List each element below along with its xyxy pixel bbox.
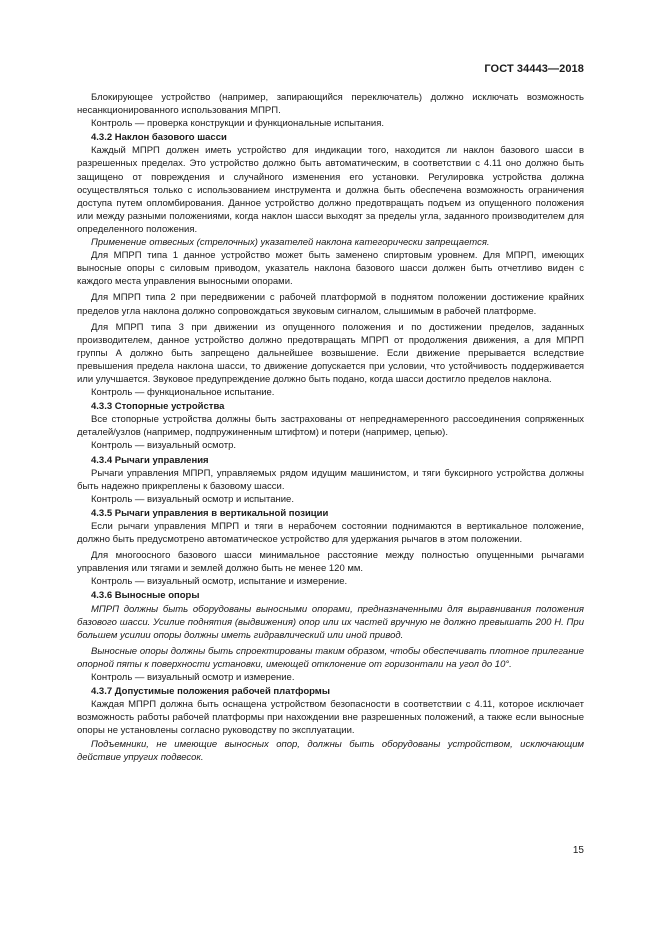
document-body xyxy=(77,91,584,764)
paragraph: Для МПРП типа 1 данное устройство может быть заменено спиртовым уровнем. Для МПРП, имеющих выносные опоры с силовым приводом, указатель наклона базового шасси должен быть отчетливо виден с каждого места управления выносными опорами. xyxy=(77,250,584,288)
document-code: ГОСТ 34443—2018 xyxy=(484,63,584,75)
page-number: 15 xyxy=(572,845,584,856)
paragraph: Контроль — визуальный осмотр. xyxy=(91,440,237,452)
paragraph: Рычаги управления МПРП, управляемых рядом идущим машинистом, и тяги буксирного устройства должны быть надежно прикреплены к базовому шасси. xyxy=(77,467,584,492)
paragraph: Для МПРП типа 3 при движении из опущенного положения и по достижении пределов, заданных производителем, данное устройство должно предотвращать МПРП от продолжения движения, а для МПРП группы А должно быть запрещено дальнейшее возвышение. Если движение прерывается вследствие превышения предела наклона шасси, то движение допускается при условии, что устойчивость поддерживается или улучшается. Звуковое предупреждение должно быть подано, когда шасси достигло пределов наклона. xyxy=(77,321,584,385)
paragraph: Блокирующее устройство (например, запирающийся переключатель) должно исключать возможность несанкционированного использования МПРП. xyxy=(77,92,584,117)
paragraph: Все стопорные устройства должны быть застрахованы от непреднамеренного рассоединения сопряженных деталей/узлов (например, подпружиненным штифтом) и потери (например, цепью). xyxy=(77,414,584,439)
paragraph: Применение отвесных (стрелочных) указателей наклона категорически запрещается. xyxy=(91,237,490,249)
section-heading: 4.3.4 Рычаги управления xyxy=(91,454,209,466)
paragraph: Подъемники, не имеющие выносных опор, должны быть оборудованы устройством, исключающим действие упругих подвесок. xyxy=(77,738,584,763)
paragraph: Каждый МПРП должен иметь устройство для индикации того, находится ли наклон базового шасси в разрешенных пределах. Это устройство должно быть автоматическим, в соответствии с 4.11 оно должно быть защищено от повреждения и случайного изменения его установки. Регулировка устройства должна осуществляться только с использованием инструмента и должна быть обеспечена возможность ограничения доступа путем опломбирования. Данное устройство должно предотвращать подъем из опущенного положения или между разными положениями, когда наклон шасси выходят за пределы угла, заданного производителем для определенного положения. xyxy=(77,145,584,235)
paragraph: Контроль — визуальный осмотр и измерение. xyxy=(91,672,295,684)
section-heading: 4.3.5 Рычаги управления в вертикальной позиции xyxy=(91,507,329,519)
paragraph: МПРП должны быть оборудованы выносными опорами, предназначенными для выравнивания положения базового шасси. Усилие поднятия (выдвижения) опор или их частей вручную не должно превышать 200 Н. При большем усилии опоры должны иметь гидравлический или иной привод. xyxy=(77,603,584,641)
section-heading: 4.3.2 Наклон базового шасси xyxy=(91,132,227,144)
paragraph: Контроль — визуальный осмотр, испытание и измерение. xyxy=(91,576,348,588)
section-heading: 4.3.7 Допустимые положения рабочей платформы xyxy=(91,686,330,698)
paragraph: Контроль — функциональное испытание. xyxy=(91,387,275,399)
paragraph: Контроль — проверка конструкции и функциональные испытания. xyxy=(91,118,384,130)
paragraph: Для многоосного базового шасси минимальное расстояние между полностью опущенными рычагами управления или тягами и землей должно быть не менее 120 мм. xyxy=(77,550,584,575)
paragraph: Выносные опоры должны быть спроектированы таким образом, чтобы обеспечивать плотное прилегание опорной пяты к поверхности установки, имеющей отклонение от горизонтали на угол до 10°. xyxy=(77,645,584,670)
paragraph: Если рычаги управления МПРП и тяги в нерабочем состоянии поднимаются в вертикальное положение, должно быть предусмотрено автоматическое устройство для удержания рычагов в этом положении. xyxy=(77,521,584,546)
paragraph: Для МПРП типа 2 при передвижении с рабочей платформой в поднятом положении достижение крайних пределов угла наклона должно сопровождаться звуковым сигналом, слышимым в рабочей платформе. xyxy=(77,292,584,317)
section-heading: 4.3.3 Стопорные устройства xyxy=(91,401,225,413)
paragraph: Контроль — визуальный осмотр и испытание. xyxy=(91,493,294,505)
section-heading: 4.3.6 Выносные опоры xyxy=(91,590,200,602)
paragraph: Каждая МПРП должна быть оснащена устройством безопасности в соответствии с 4.11, которое исключает возможность работы рабочей платформы при нахождении вне разрешенных положений, а также если выносные опоры не установлены согласно руководству по эксплуатации. xyxy=(77,699,584,737)
